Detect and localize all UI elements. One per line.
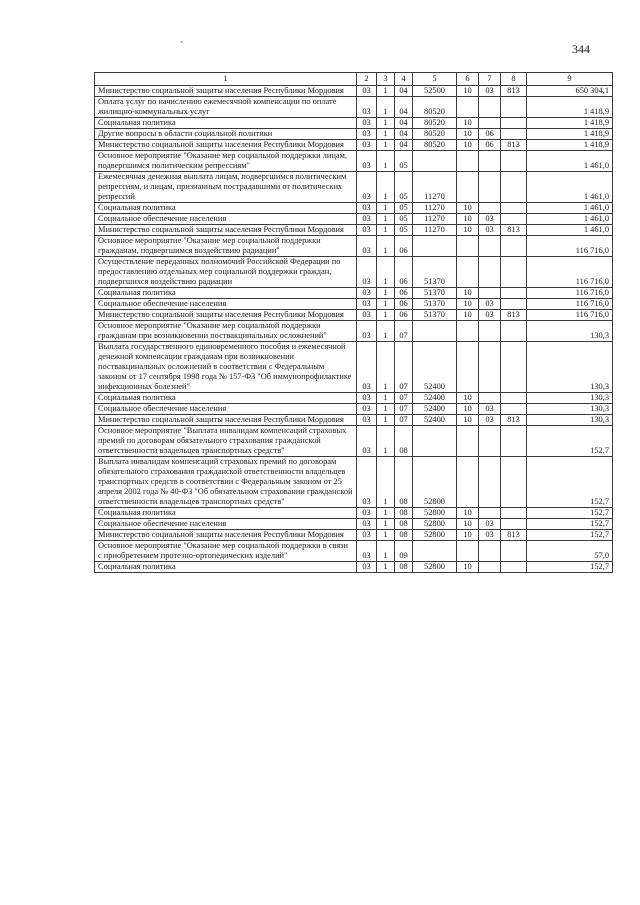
code-cell: 52400 (413, 404, 457, 415)
amount-cell: 152,7 (527, 519, 613, 530)
code-cell: 04 (395, 118, 413, 129)
column-header: 7 (479, 73, 501, 86)
table-row (95, 508, 613, 519)
row-name-cell: Социальная политика (95, 562, 357, 573)
code-cell: 11270 (413, 225, 457, 236)
column-header: 3 (377, 73, 395, 86)
code-cell (501, 299, 527, 310)
code-cell: 1 (377, 236, 395, 257)
amount-cell: 57,0 (527, 541, 613, 562)
code-cell: 07 (395, 415, 413, 426)
code-cell (501, 257, 527, 288)
code-cell: 1 (377, 415, 395, 426)
code-cell (479, 257, 501, 288)
code-cell: 03 (357, 129, 377, 140)
amount-cell: 130,3 (527, 393, 613, 404)
code-cell: 03 (357, 236, 377, 257)
code-cell: 03 (357, 86, 377, 97)
code-cell (479, 508, 501, 519)
code-cell: 03 (357, 508, 377, 519)
row-name-cell: Социальное обеспечение населения (95, 299, 357, 310)
row-name-cell: Основное мероприятие "Выплата инвалидам компенсаций страховых премий по договорам обязательного страхования гражданской ответственности владельцев транспортных средств" (95, 426, 357, 457)
code-cell: 1 (377, 97, 395, 118)
row-name-cell: Социальная политика (95, 203, 357, 214)
code-cell: 03 (357, 299, 377, 310)
code-cell (479, 97, 501, 118)
code-cell: 10 (457, 225, 479, 236)
code-cell: 1 (377, 393, 395, 404)
code-cell (457, 541, 479, 562)
amount-cell: 1 461,0 (527, 214, 613, 225)
table-row (95, 214, 613, 225)
row-name-cell: Осуществление переданных полномочий Российской Федерации по предоставлению отдельных мер социальной поддержки граждан, подвергшихся воздействию радиации (95, 257, 357, 288)
table-row (95, 393, 613, 404)
code-cell: 09 (395, 541, 413, 562)
code-cell (479, 236, 501, 257)
row-name-cell: Другие вопросы в области социальной политики (95, 129, 357, 140)
code-cell (457, 426, 479, 457)
code-cell: 80520 (413, 140, 457, 151)
code-cell: 03 (357, 415, 377, 426)
code-cell: 51370 (413, 299, 457, 310)
code-cell: 51370 (413, 288, 457, 299)
row-name-cell: Основное мероприятие "Оказание мер социальной поддержки лицам, подвергшимся политическим репрессиям" (95, 151, 357, 172)
code-cell (501, 342, 527, 393)
code-cell (501, 129, 527, 140)
code-cell: 1 (377, 321, 395, 342)
code-cell: 10 (457, 86, 479, 97)
code-cell: 03 (479, 519, 501, 530)
code-cell: 03 (357, 426, 377, 457)
code-cell: 03 (479, 310, 501, 321)
code-cell: 1 (377, 562, 395, 573)
table-row (95, 140, 613, 151)
code-cell (457, 257, 479, 288)
row-name-cell: Выплата государственного единовременного пособия и ежемесячной денежной компенсации гражданам при возникновении поствакцинальных осложнений в соответствии с Федеральным законом от 17 сентября 1998 года № 157-ФЗ "Об иммунопрофилактике инфекционных болезней" (95, 342, 357, 393)
code-cell (501, 393, 527, 404)
code-cell: 03 (479, 415, 501, 426)
code-cell: 03 (357, 214, 377, 225)
amount-cell: 130,3 (527, 342, 613, 393)
code-cell: 08 (395, 508, 413, 519)
code-cell: 1 (377, 140, 395, 151)
code-cell: 06 (479, 140, 501, 151)
row-name-cell: Основное мероприятие "Оказание мер социальной поддержки гражданам, подвергшимся воздействию радиации" (95, 236, 357, 257)
code-cell: 04 (395, 97, 413, 118)
code-cell (479, 342, 501, 393)
code-cell: 03 (357, 541, 377, 562)
code-cell: 1 (377, 530, 395, 541)
code-cell (479, 118, 501, 129)
code-cell: 813 (501, 310, 527, 321)
code-cell: 813 (501, 86, 527, 97)
code-cell (501, 236, 527, 257)
code-cell: 1 (377, 299, 395, 310)
code-cell (501, 172, 527, 203)
code-cell (479, 203, 501, 214)
code-cell: 03 (479, 530, 501, 541)
code-cell (501, 118, 527, 129)
code-cell (479, 288, 501, 299)
amount-cell: 116 716,0 (527, 236, 613, 257)
code-cell (413, 541, 457, 562)
amount-cell: 116 716,0 (527, 257, 613, 288)
column-header: 6 (457, 73, 479, 86)
code-cell: 05 (395, 214, 413, 225)
row-name-cell: Социальная политика (95, 288, 357, 299)
code-cell: 51370 (413, 310, 457, 321)
code-cell: 1 (377, 541, 395, 562)
amount-cell: 116 716,0 (527, 299, 613, 310)
code-cell: 10 (457, 404, 479, 415)
column-header: 4 (395, 73, 413, 86)
table-row (95, 541, 613, 562)
code-cell: 03 (357, 225, 377, 236)
budget-table (94, 72, 613, 573)
code-cell: 813 (501, 415, 527, 426)
code-cell: 03 (357, 172, 377, 203)
code-cell (479, 541, 501, 562)
amount-cell: 1 418,9 (527, 118, 613, 129)
code-cell: 03 (357, 288, 377, 299)
code-cell (479, 457, 501, 508)
code-cell (501, 97, 527, 118)
code-cell: 06 (395, 288, 413, 299)
amount-cell: 130,3 (527, 404, 613, 415)
code-cell (501, 404, 527, 415)
code-cell: 1 (377, 257, 395, 288)
code-cell: 1 (377, 214, 395, 225)
table-row (95, 457, 613, 508)
code-cell: 06 (479, 129, 501, 140)
code-cell (479, 562, 501, 573)
code-cell: 05 (395, 151, 413, 172)
code-cell: 10 (457, 118, 479, 129)
code-cell (501, 214, 527, 225)
code-cell: 03 (357, 342, 377, 393)
code-cell (479, 321, 501, 342)
code-cell (413, 426, 457, 457)
code-cell: 10 (457, 299, 479, 310)
code-cell: 10 (457, 129, 479, 140)
row-name-cell: Министерство социальной защиты населения Республики Мордовия (95, 415, 357, 426)
code-cell: 10 (457, 519, 479, 530)
code-cell: 813 (501, 225, 527, 236)
code-cell (457, 321, 479, 342)
amount-cell: 1 418,9 (527, 97, 613, 118)
code-cell: 52800 (413, 530, 457, 541)
code-cell: 1 (377, 86, 395, 97)
amount-cell: 152,7 (527, 508, 613, 519)
code-cell (501, 457, 527, 508)
code-cell (413, 151, 457, 172)
table-row (95, 203, 613, 214)
table-row (95, 151, 613, 172)
code-cell: 05 (395, 172, 413, 203)
code-cell: 03 (357, 519, 377, 530)
code-cell: 1 (377, 310, 395, 321)
code-cell: 03 (357, 257, 377, 288)
code-cell: 08 (395, 426, 413, 457)
code-cell: 1 (377, 129, 395, 140)
code-cell: 1 (377, 172, 395, 203)
column-header: 2 (357, 73, 377, 86)
table-row (95, 86, 613, 97)
code-cell: 80520 (413, 97, 457, 118)
column-header: 1 (95, 73, 357, 86)
code-cell: 06 (395, 299, 413, 310)
table-row (95, 225, 613, 236)
amount-cell: 116 716,0 (527, 288, 613, 299)
table-row (95, 562, 613, 573)
code-cell: 06 (395, 257, 413, 288)
code-cell: 10 (457, 140, 479, 151)
table-row (95, 415, 613, 426)
code-cell: 08 (395, 562, 413, 573)
code-cell (501, 321, 527, 342)
amount-cell: 152,7 (527, 457, 613, 508)
code-cell (479, 393, 501, 404)
code-cell: 07 (395, 404, 413, 415)
code-cell: 03 (357, 140, 377, 151)
code-cell: 03 (357, 393, 377, 404)
amount-cell: 152,7 (527, 530, 613, 541)
code-cell: 1 (377, 288, 395, 299)
amount-cell: 1 461,0 (527, 203, 613, 214)
row-name-cell: Социальная политика (95, 393, 357, 404)
table-row (95, 530, 613, 541)
amount-cell: 1 461,0 (527, 225, 613, 236)
code-cell: 11270 (413, 172, 457, 203)
code-cell: 1 (377, 225, 395, 236)
code-cell (479, 172, 501, 203)
code-cell: 04 (395, 140, 413, 151)
code-cell: 10 (457, 203, 479, 214)
code-cell: 05 (395, 203, 413, 214)
code-cell: 03 (479, 404, 501, 415)
code-cell: 10 (457, 393, 479, 404)
code-cell: 07 (395, 342, 413, 393)
code-cell: 04 (395, 86, 413, 97)
amount-cell: 1 418,9 (527, 140, 613, 151)
code-cell: 03 (357, 151, 377, 172)
row-name-cell: Основное мероприятие "Оказание мер социальной поддержки в связи с приобретением протезно-ортопедических изделий" (95, 541, 357, 562)
code-cell (457, 457, 479, 508)
code-cell: 03 (357, 457, 377, 508)
code-cell: 08 (395, 530, 413, 541)
code-cell: 813 (501, 530, 527, 541)
code-cell: 1 (377, 342, 395, 393)
column-header: 8 (501, 73, 527, 86)
code-cell: 03 (357, 404, 377, 415)
code-cell: 08 (395, 519, 413, 530)
row-name-cell: Министерство социальной защиты населения Республики Мордовия (95, 310, 357, 321)
code-cell (501, 519, 527, 530)
code-cell: 10 (457, 508, 479, 519)
table-row (95, 172, 613, 203)
table-row (95, 342, 613, 393)
code-cell: 52800 (413, 508, 457, 519)
amount-cell: 130,3 (527, 321, 613, 342)
row-name-cell: Министерство социальной защиты населения Республики Мордовия (95, 530, 357, 541)
code-cell: 1 (377, 151, 395, 172)
code-cell (501, 541, 527, 562)
code-cell (413, 321, 457, 342)
row-name-cell: Выплата инвалидам компенсаций страховых премий по договорам обязательного страхования гражданской ответственности владельцев транспортных средств в соответствии с Федеральным законом от 25 апреля 2002 года № 40-ФЗ "Об обязательном страховании гражданской ответственности владельцев транспортных средств" (95, 457, 357, 508)
code-cell: 03 (357, 321, 377, 342)
code-cell: 1 (377, 118, 395, 129)
code-cell: 80520 (413, 118, 457, 129)
code-cell: 03 (357, 562, 377, 573)
amount-cell: 152,7 (527, 562, 613, 573)
code-cell (501, 508, 527, 519)
table-row (95, 257, 613, 288)
row-name-cell: Социальная политика (95, 508, 357, 519)
code-cell: 03 (357, 310, 377, 321)
code-cell (501, 203, 527, 214)
row-name-cell: Социальное обеспечение населения (95, 214, 357, 225)
code-cell (413, 236, 457, 257)
code-cell: 1 (377, 426, 395, 457)
code-cell: 03 (357, 203, 377, 214)
row-name-cell: Социальное обеспечение населения (95, 404, 357, 415)
table-body (95, 86, 613, 573)
row-name-cell: Социальная политика (95, 118, 357, 129)
code-cell: 06 (395, 236, 413, 257)
amount-cell: 152,7 (527, 426, 613, 457)
table-row (95, 118, 613, 129)
table-row (95, 310, 613, 321)
code-cell (501, 151, 527, 172)
code-cell: 11270 (413, 203, 457, 214)
code-cell (501, 562, 527, 573)
code-cell: 10 (457, 562, 479, 573)
row-name-cell: Министерство социальной защиты населения Республики Мордовия (95, 140, 357, 151)
code-cell: 10 (457, 288, 479, 299)
amount-cell: 650 304,1 (527, 86, 613, 97)
code-cell: 08 (395, 457, 413, 508)
code-cell: 10 (457, 214, 479, 225)
code-cell: 07 (395, 321, 413, 342)
code-cell (501, 426, 527, 457)
table-row (95, 519, 613, 530)
code-cell: 03 (479, 299, 501, 310)
code-cell: 03 (479, 225, 501, 236)
table-row (95, 129, 613, 140)
code-cell: 52500 (413, 86, 457, 97)
code-cell: 07 (395, 393, 413, 404)
table-row (95, 299, 613, 310)
code-cell: 03 (357, 97, 377, 118)
page-number: 344 (572, 42, 590, 56)
code-cell: 52400 (413, 342, 457, 393)
code-cell: 1 (377, 404, 395, 415)
code-cell: 1 (377, 519, 395, 530)
amount-cell: 130,3 (527, 415, 613, 426)
code-cell: 06 (395, 310, 413, 321)
table-row (95, 404, 613, 415)
code-cell: 813 (501, 140, 527, 151)
table-row (95, 97, 613, 118)
row-name-cell: Оплата услуг по начислению ежемесячной компенсации по оплате жилищно-коммунальных услуг (95, 97, 357, 118)
code-cell: 52400 (413, 393, 457, 404)
code-cell: 52400 (413, 415, 457, 426)
row-name-cell: Ежемесячная денежная выплата лицам, подвергшимся политическим репрессиям, и лицам, признанным пострадавшими от политических репрессий (95, 172, 357, 203)
code-cell: 03 (357, 530, 377, 541)
amount-cell: 1 418,9 (527, 129, 613, 140)
scan-mark: ` (180, 41, 184, 52)
row-name-cell: Министерство социальной защиты населения Республики Мордовия (95, 225, 357, 236)
column-header: 5 (413, 73, 457, 86)
code-cell (457, 97, 479, 118)
column-header: 9 (527, 73, 613, 86)
code-cell: 52800 (413, 457, 457, 508)
code-cell: 03 (357, 118, 377, 129)
table-row (95, 321, 613, 342)
code-cell: 11270 (413, 214, 457, 225)
code-cell (457, 342, 479, 393)
code-cell (457, 172, 479, 203)
code-cell: 10 (457, 530, 479, 541)
table-row (95, 288, 613, 299)
code-cell: 10 (457, 415, 479, 426)
header-row (95, 73, 613, 86)
code-cell: 03 (479, 86, 501, 97)
code-cell: 1 (377, 203, 395, 214)
code-cell (479, 426, 501, 457)
code-cell: 10 (457, 310, 479, 321)
table-row (95, 236, 613, 257)
amount-cell: 1 461,0 (527, 172, 613, 203)
code-cell: 05 (395, 225, 413, 236)
code-cell (457, 151, 479, 172)
code-cell: 80520 (413, 129, 457, 140)
code-cell: 04 (395, 129, 413, 140)
row-name-cell: Социальное обеспечение населения (95, 519, 357, 530)
code-cell: 1 (377, 508, 395, 519)
amount-cell: 116 716,0 (527, 310, 613, 321)
code-cell (501, 288, 527, 299)
table-row (95, 426, 613, 457)
code-cell (479, 151, 501, 172)
row-name-cell: Основное мероприятие "Оказание мер социальной поддержки гражданам при возникновении поствакцинальных осложнений" (95, 321, 357, 342)
code-cell: 1 (377, 457, 395, 508)
amount-cell: 1 461,0 (527, 151, 613, 172)
code-cell: 51370 (413, 257, 457, 288)
code-cell: 52800 (413, 519, 457, 530)
row-name-cell: Министерство социальной защиты населения Республики Мордовия (95, 86, 357, 97)
code-cell: 52800 (413, 562, 457, 573)
code-cell: 03 (479, 214, 501, 225)
code-cell (457, 236, 479, 257)
